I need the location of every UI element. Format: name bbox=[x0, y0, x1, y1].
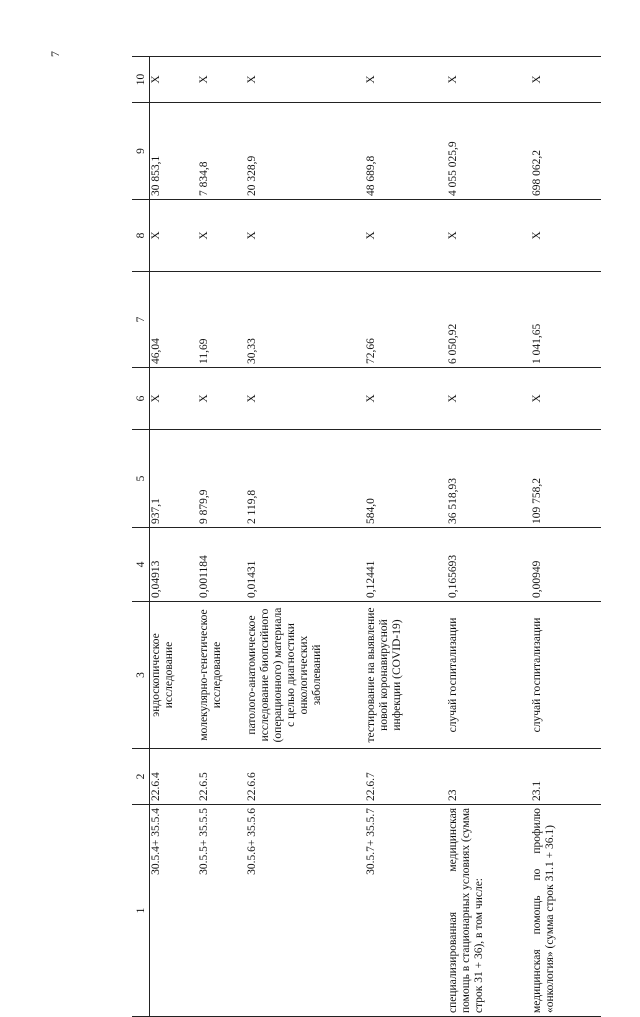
cell-col6: Х bbox=[363, 368, 445, 430]
column-number: 6 bbox=[132, 368, 150, 430]
column-number: 7 bbox=[132, 272, 150, 368]
row-codes: 30.5.6+ 35.5.6 bbox=[244, 805, 363, 1017]
cell-col9: 7 834,8 bbox=[196, 103, 244, 200]
row-line-number: 22.6.6 bbox=[244, 749, 363, 805]
cell-col6: Х bbox=[529, 368, 601, 430]
column-number: 9 bbox=[132, 103, 150, 200]
page-number: 7 bbox=[48, 51, 62, 57]
cell-col4: 0,12441 bbox=[363, 528, 445, 602]
cell-col7: 72,66 bbox=[363, 272, 445, 368]
cell-col6: Х bbox=[150, 368, 197, 430]
cell-col6: Х bbox=[244, 368, 363, 430]
cell-col10: Х bbox=[529, 57, 601, 103]
data-table bbox=[132, 56, 601, 1017]
cell-col7: 30,33 bbox=[244, 272, 363, 368]
column-number: 8 bbox=[132, 200, 150, 272]
cell-col10: Х bbox=[363, 57, 445, 103]
cell-col7: 11,69 bbox=[196, 272, 244, 368]
cell-col8: Х bbox=[363, 200, 445, 272]
cell-col4: 0,04913 bbox=[150, 528, 197, 602]
cell-col8: Х bbox=[244, 200, 363, 272]
rotated-table-container bbox=[132, 57, 630, 1017]
cell-col5: 584,0 bbox=[363, 430, 445, 528]
cell-col10: Х bbox=[244, 57, 363, 103]
cell-col4: 0,01431 bbox=[244, 528, 363, 602]
row-unit: случай госпитализации bbox=[529, 602, 601, 749]
cell-col9: 698 062,2 bbox=[529, 103, 601, 200]
cell-col7: 46,04 bbox=[150, 272, 197, 368]
cell-col10: Х bbox=[150, 57, 197, 103]
cell-col5: 9 879,9 bbox=[196, 430, 244, 528]
column-number: 4 bbox=[132, 528, 150, 602]
cell-col5: 937,1 bbox=[150, 430, 197, 528]
table-row bbox=[150, 57, 197, 1017]
row-line-number: 23.1 bbox=[529, 749, 601, 805]
row-codes: 30.5.5+ 35.5.5 bbox=[196, 805, 244, 1017]
row-codes: 30.5.4+ 35.5.4 bbox=[150, 805, 197, 1017]
cell-col8: Х bbox=[529, 200, 601, 272]
column-number: 3 bbox=[132, 602, 150, 749]
row-line-number: 23 bbox=[445, 749, 529, 805]
table-row bbox=[445, 57, 529, 1017]
table-row bbox=[196, 57, 244, 1017]
cell-col5: 2 119,8 bbox=[244, 430, 363, 528]
row-unit: патолого-анатомическое исследование биопсийного (операционного) материала с целью диагностики онкологических заболеваний bbox=[244, 602, 363, 749]
cell-col5: 36 518,93 bbox=[445, 430, 529, 528]
column-number: 2 bbox=[132, 749, 150, 805]
row-unit: молекулярно-генетическое исследование bbox=[196, 602, 244, 749]
cell-col9: 20 328,9 bbox=[244, 103, 363, 200]
row-codes: 30.5.7+ 35.5.7 bbox=[363, 805, 445, 1017]
row-line-number: 22.6.4 bbox=[150, 749, 197, 805]
column-number: 5 bbox=[132, 430, 150, 528]
cell-col6: Х bbox=[445, 368, 529, 430]
table-row bbox=[244, 57, 363, 1017]
cell-col6: Х bbox=[196, 368, 244, 430]
cell-col4: 0,165693 bbox=[445, 528, 529, 602]
cell-col10: Х bbox=[196, 57, 244, 103]
cell-col9: 30 853,1 bbox=[150, 103, 197, 200]
cell-col4: 0,00949 bbox=[529, 528, 601, 602]
column-number-row bbox=[132, 57, 150, 1017]
row-unit: тестирование на выявление новой коронавирусной инфекции (COVID-19) bbox=[363, 602, 445, 749]
cell-col8: Х bbox=[445, 200, 529, 272]
table-row bbox=[363, 57, 445, 1017]
row-unit: случай госпитализации bbox=[445, 602, 529, 749]
cell-col9: 4 055 025,9 bbox=[445, 103, 529, 200]
cell-col7: 6 050,92 bbox=[445, 272, 529, 368]
cell-col5: 109 758,2 bbox=[529, 430, 601, 528]
column-number: 1 bbox=[132, 805, 150, 1017]
cell-col8: Х bbox=[196, 200, 244, 272]
row-name: медицинская помощь по профилю «онкология» (сумма строк 31.1 + 36.1) bbox=[529, 805, 601, 1017]
row-name: специализированная медицинская помощь в стационарных условиях (сумма строк 31 + 36), в том числе: bbox=[445, 805, 529, 1017]
cell-col7: 1 041,65 bbox=[529, 272, 601, 368]
cell-col9: 48 689,8 bbox=[363, 103, 445, 200]
row-line-number: 22.6.7 bbox=[363, 749, 445, 805]
column-number: 10 bbox=[132, 57, 150, 103]
cell-col8: Х bbox=[150, 200, 197, 272]
row-line-number: 22.6.5 bbox=[196, 749, 244, 805]
row-unit: эндоскопическое исследование bbox=[150, 602, 197, 749]
cell-col10: Х bbox=[445, 57, 529, 103]
table-row bbox=[529, 57, 601, 1017]
cell-col4: 0,001184 bbox=[196, 528, 244, 602]
